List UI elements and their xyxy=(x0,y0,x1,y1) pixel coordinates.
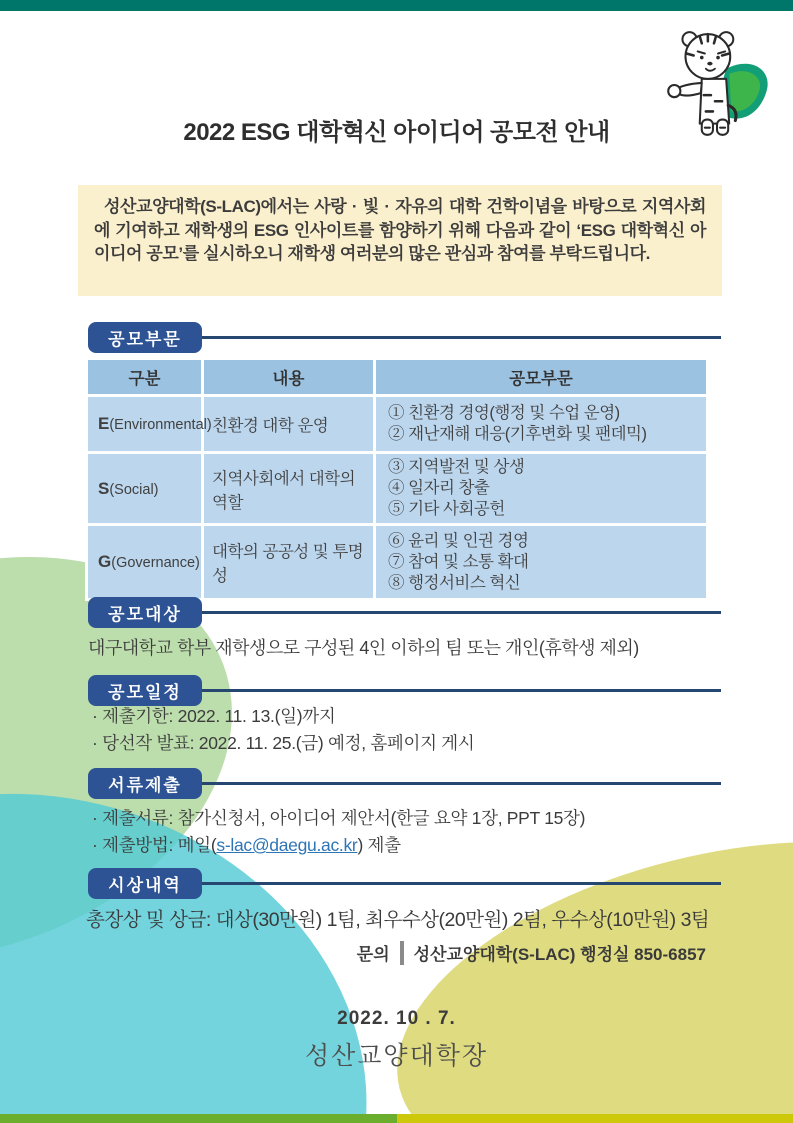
category-item: ⑧ 행정서비스 혁신 xyxy=(388,573,521,592)
table-row-environmental xyxy=(87,396,708,453)
section-header-schedule xyxy=(88,675,721,706)
schedule-item-announcement: · 당선작 발표: 2022. 11. 25.(금) 예정, 홈페이지 게시 xyxy=(92,733,475,753)
signature: 성산교양대학장 xyxy=(304,1042,489,1070)
poster-date: 2022. 10 . 7. xyxy=(337,1008,456,1029)
bottom-accent-bar-yellow xyxy=(397,1114,793,1123)
email-link[interactable]: s-lac@daegu.ac.kr xyxy=(216,835,358,855)
submission-method xyxy=(92,832,585,859)
submission-method-suffix: ) 제출 xyxy=(357,835,401,855)
category-cell xyxy=(375,525,708,600)
division-letter: G xyxy=(98,552,112,571)
poster-title: 2022 ESG 대학혁신 아이디어 공모전 안내 xyxy=(183,119,610,146)
category-table xyxy=(85,357,709,601)
division-cell xyxy=(87,396,212,453)
section-rule xyxy=(202,882,721,885)
section-header-awards xyxy=(88,868,721,899)
category-cell xyxy=(375,453,708,525)
submission-docs: · 제출서류: 참가신청서, 아이디어 제안서(한글 요약 1장, PPT 15장) xyxy=(92,808,586,828)
category-item: ① 친환경 경영(행정 및 수업 운영) xyxy=(388,404,620,422)
division-letter: S xyxy=(98,478,110,498)
col-header-category: 공모부문 xyxy=(375,359,708,396)
schedule-item-deadline: · 제출기한: 2022. 11. 13.(일)까지 xyxy=(92,706,336,726)
category-item: ② 재난재해 대응(기후변화 및 팬데믹) xyxy=(388,425,647,443)
contact-info: 성산교양대학(S-LAC) 행정실 850-6857 xyxy=(413,945,706,964)
submission-method-prefix: · 제출방법: 메일( xyxy=(92,835,217,855)
division-cell xyxy=(87,525,203,600)
section-badge-submission: 서류제출 xyxy=(88,768,202,799)
section-badge-awards: 시상내역 xyxy=(88,868,202,899)
category-item: ⑥ 윤리 및 인권 경영 xyxy=(388,531,529,550)
col-header-content: 내용 xyxy=(203,359,375,396)
section-rule xyxy=(202,689,721,692)
content-cell: 대학의 공공성 및 투명성 xyxy=(203,525,375,600)
category-item: ③ 지역발전 및 상생 xyxy=(388,458,525,476)
table-header-row xyxy=(87,359,708,396)
table-row-social xyxy=(87,453,708,525)
division-label: (Environmental) xyxy=(109,417,212,433)
section-header-submission xyxy=(88,768,721,799)
eligibility-text: 대구대학교 학부 재학생으로 구성된 4인 이하의 팀 또는 개인(휴학생 제외) xyxy=(88,638,639,658)
intro-box xyxy=(78,185,722,296)
division-cell xyxy=(87,453,203,525)
section-rule xyxy=(202,782,721,785)
division-label: (Governance) xyxy=(111,555,200,571)
prize-line: 총장상 및 상금: 대상(30만원) 1팀, 최우수상(20만원) 2팀, 우수상(10만원) 3팀 xyxy=(86,909,710,931)
contact-divider xyxy=(400,941,404,965)
bottom-accent-bar-green xyxy=(0,1114,397,1123)
content-cell: 친환경 대학 운영 xyxy=(203,396,375,453)
section-badge-schedule: 공모일정 xyxy=(88,675,202,706)
schedule-list xyxy=(92,703,475,757)
table-row-governance xyxy=(87,525,708,600)
division-letter: E xyxy=(98,414,110,433)
category-item: ④ 일자리 창출 xyxy=(388,479,490,497)
division-label: (Social) xyxy=(109,481,159,498)
section-rule xyxy=(202,336,721,339)
contact-line xyxy=(357,940,706,965)
section-header-eligibility xyxy=(88,597,721,628)
contact-label: 문의 xyxy=(356,945,390,964)
section-badge-eligibility: 공모대상 xyxy=(88,597,202,628)
intro-text: 성산교양대학(S-LAC)에서는 사랑 · 빛 · 자유의 대학 건학이념을 바탕으로 지역사회에 기여하고 재학생의 ESG 인사이트를 함양하기 위해 다음과 같이 ‘ESG 대학혁신 아이디어 공모’를 실시하오니 재학생 여러분의 많은 관심과 참여를 부탁드립니다. xyxy=(94,197,706,263)
category-cell xyxy=(375,396,708,453)
category-item: ⑤ 기타 사회공헌 xyxy=(388,500,505,518)
submission-list xyxy=(92,805,585,859)
section-header-categories xyxy=(88,322,721,353)
category-item: ⑦ 참여 및 소통 확대 xyxy=(388,552,529,571)
top-accent-bar xyxy=(0,0,793,11)
section-rule xyxy=(202,611,721,614)
content-cell: 지역사회에서 대학의 역할 xyxy=(203,453,375,525)
section-badge-categories: 공모부문 xyxy=(88,322,202,353)
col-header-division: 구분 xyxy=(87,359,203,396)
